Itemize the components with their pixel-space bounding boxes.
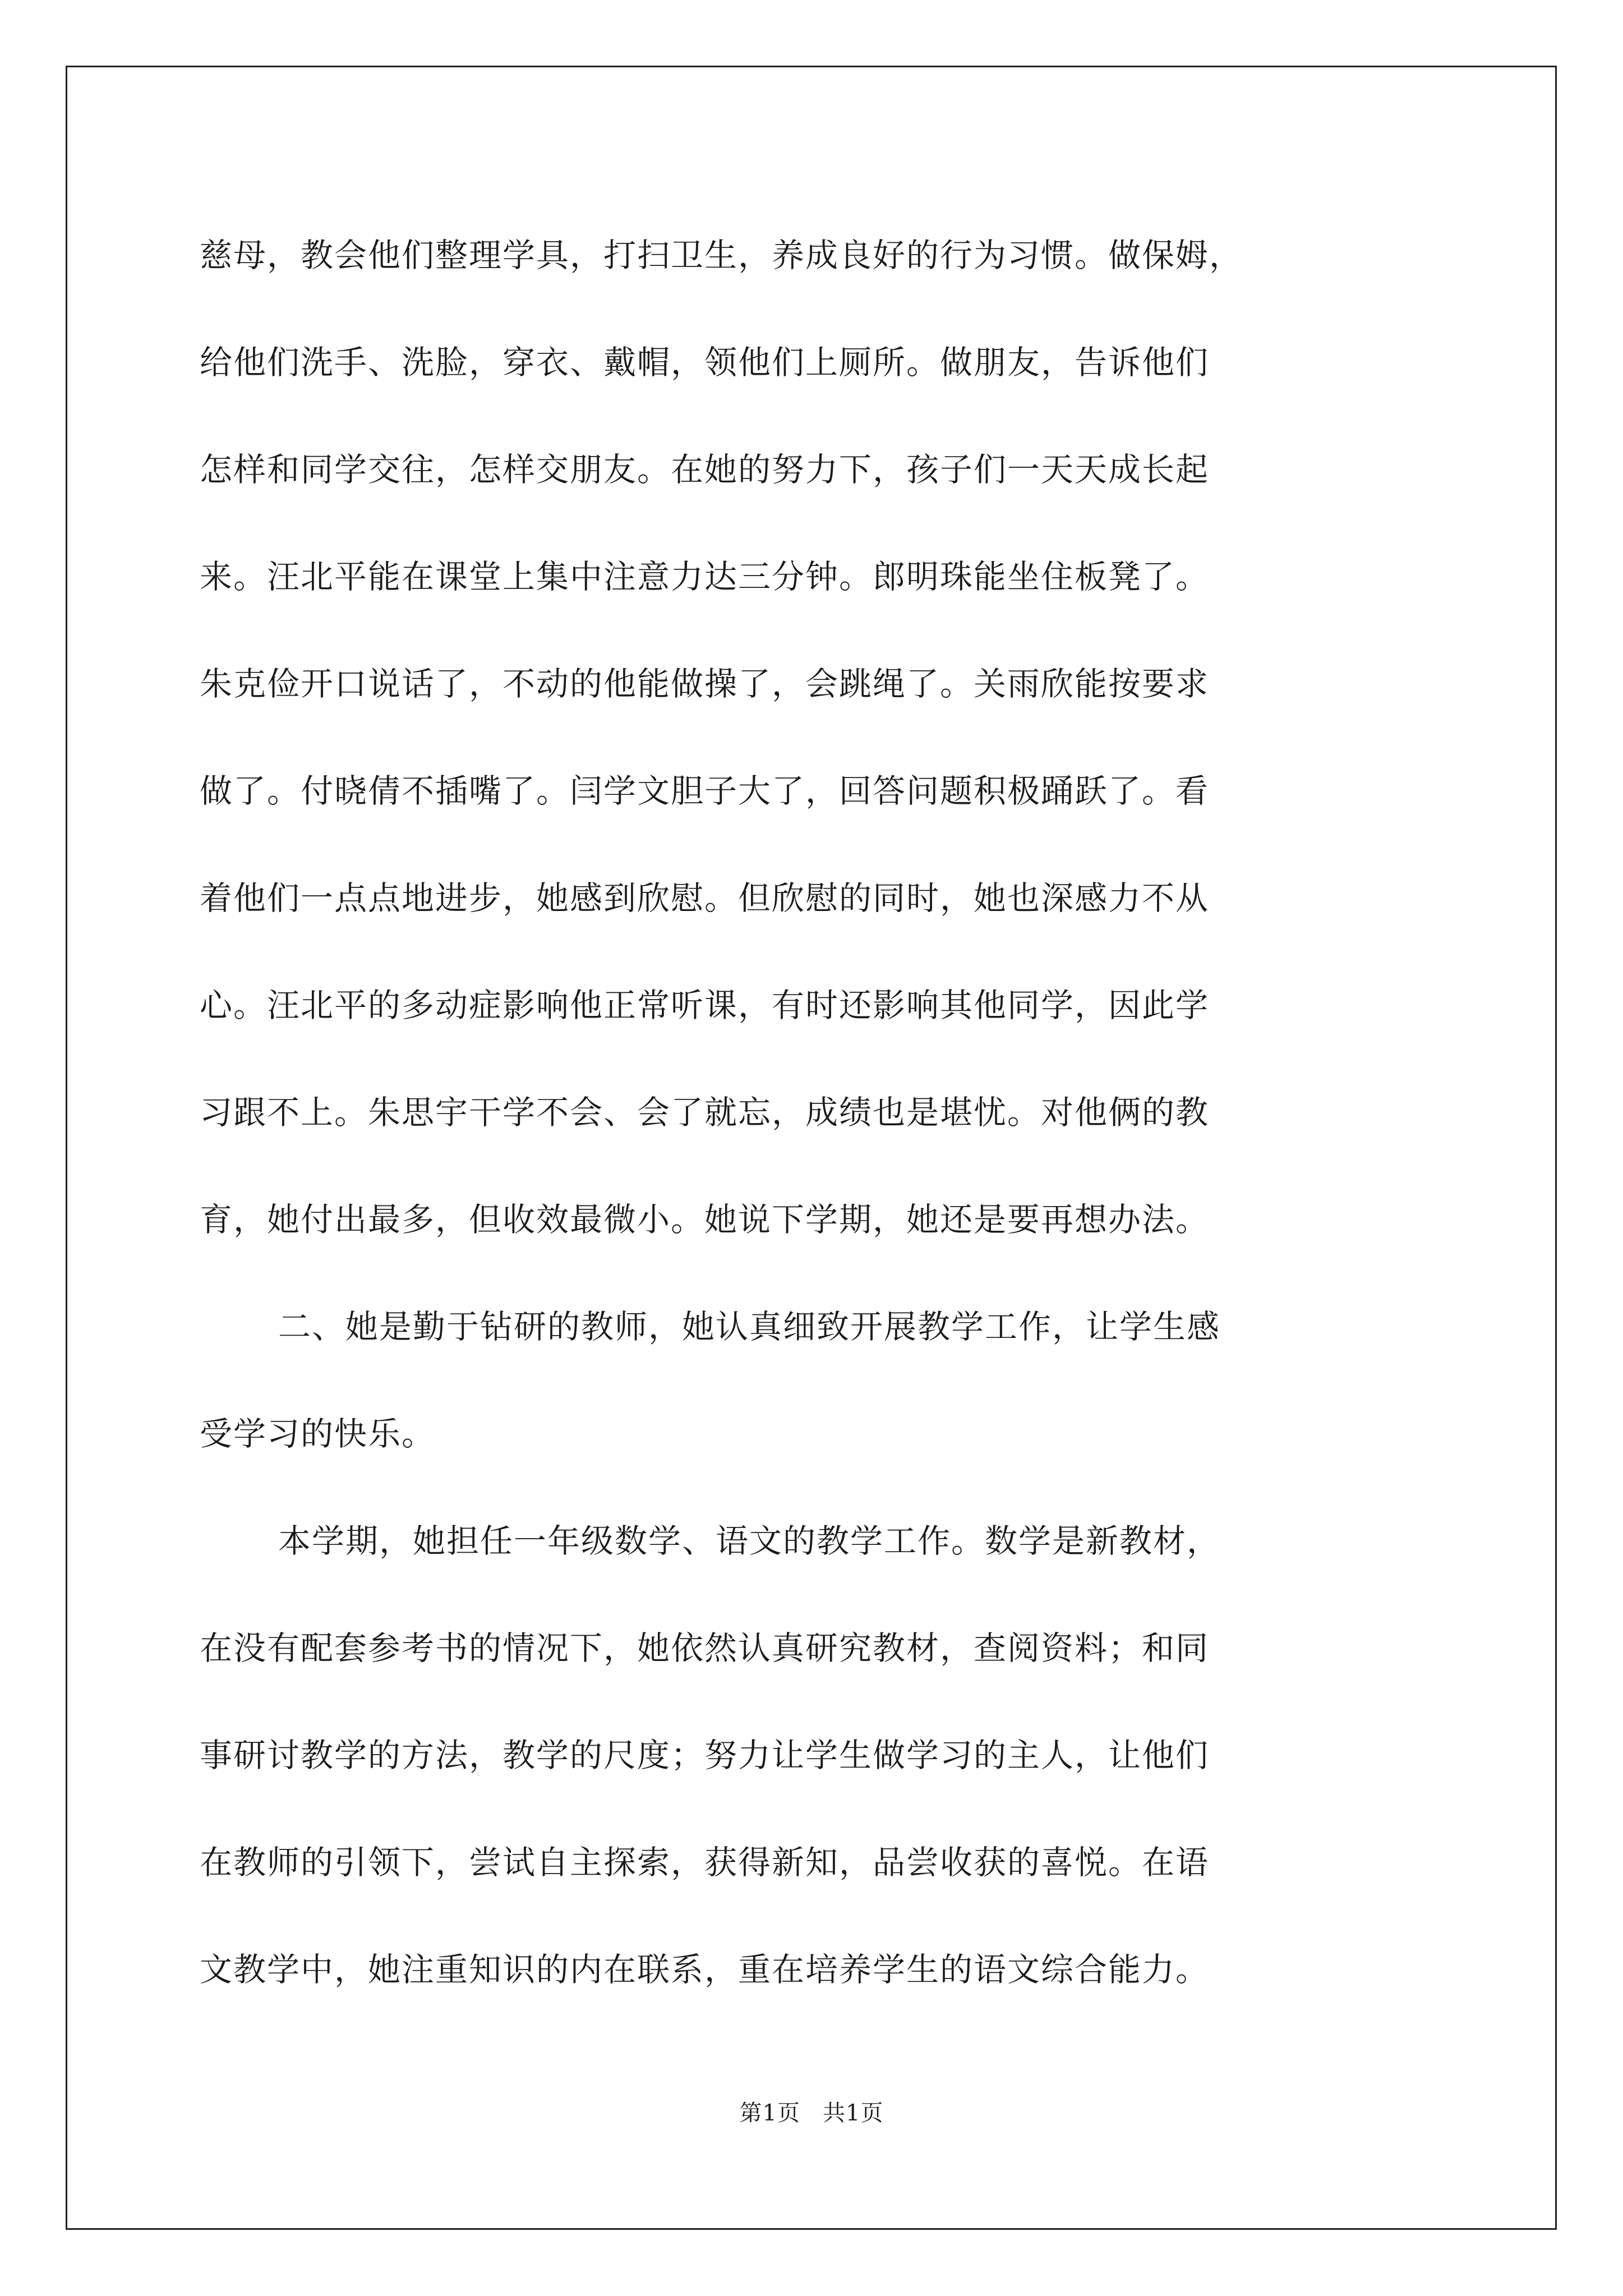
page-footer (0, 2095, 1623, 2127)
paragraph-1-line-4: 来。汪北平能在课堂上集中注意力达三分钟。郎明珠能坐住板凳了。 (200, 558, 1210, 596)
paragraph-3-line-4: 在教师的引领下，尝试自主探索，获得新知，品尝收获的喜悦。在语 (200, 1843, 1210, 1881)
paragraph-2-line-2: 受学习的快乐。 (200, 1415, 436, 1453)
paragraph-1-line-9: 习跟不上。朱思宇干学不会、会了就忘，成绩也是堪忧。对他俩的教 (200, 1093, 1210, 1131)
paragraph-3-line-2: 在没有配套参考书的情况下，她依然认真研究教材，查阅资料；和同 (200, 1629, 1210, 1667)
paragraph-3-line-5: 文教学中，她注重知识的内在联系，重在培养学生的语文综合能力。 (200, 1950, 1210, 1989)
paragraph-1-line-1: 慈母，教会他们整理学具，打扫卫生，养成良好的行为习惯。做保姆， (200, 236, 1243, 274)
paragraph-1-line-3: 怎样和同学交往，怎样交朋友。在她的努力下，孩子们一天天成长起 (200, 450, 1210, 489)
paragraph-2-line-1: 二、她是勤于钻研的教师，她认真细致开展教学工作，让学生感 (278, 1308, 1221, 1346)
document-body (200, 202, 1433, 2023)
paragraph-1-line-10: 育，她付出最多，但收效最微小。她说下学期，她还是要再想办法。 (200, 1200, 1210, 1239)
paragraph-1-line-7: 着他们一点点地进步，她感到欣慰。但欣慰的同时，她也深感力不从 (200, 879, 1210, 917)
paragraph-3-line-1: 本学期，她担任一年级数学、语文的教学工作。数学是新教材， (278, 1522, 1221, 1560)
paragraph-3-line-3: 事研讨教学的方法，教学的尺度；努力让学生做学习的主人，让他们 (200, 1736, 1210, 1774)
page-number: 第1页 (739, 2100, 800, 2126)
paragraph-1-line-2: 给他们洗手、洗脸，穿衣、戴帽，领他们上厕所。做朋友，告诉他们 (200, 343, 1210, 381)
paragraph-1-line-8: 心。汪北平的多动症影响他正常听课，有时还影响其他同学，因此学 (200, 986, 1210, 1024)
paragraph-1-line-6: 做了。付晓倩不插嘴了。闫学文胆子大了，回答问题积极踊跃了。看 (200, 772, 1210, 810)
paragraph-1-line-5: 朱克俭开口说话了，不动的他能做操了，会跳绳了。关雨欣能按要求 (200, 665, 1210, 703)
page-total: 共1页 (823, 2100, 884, 2126)
